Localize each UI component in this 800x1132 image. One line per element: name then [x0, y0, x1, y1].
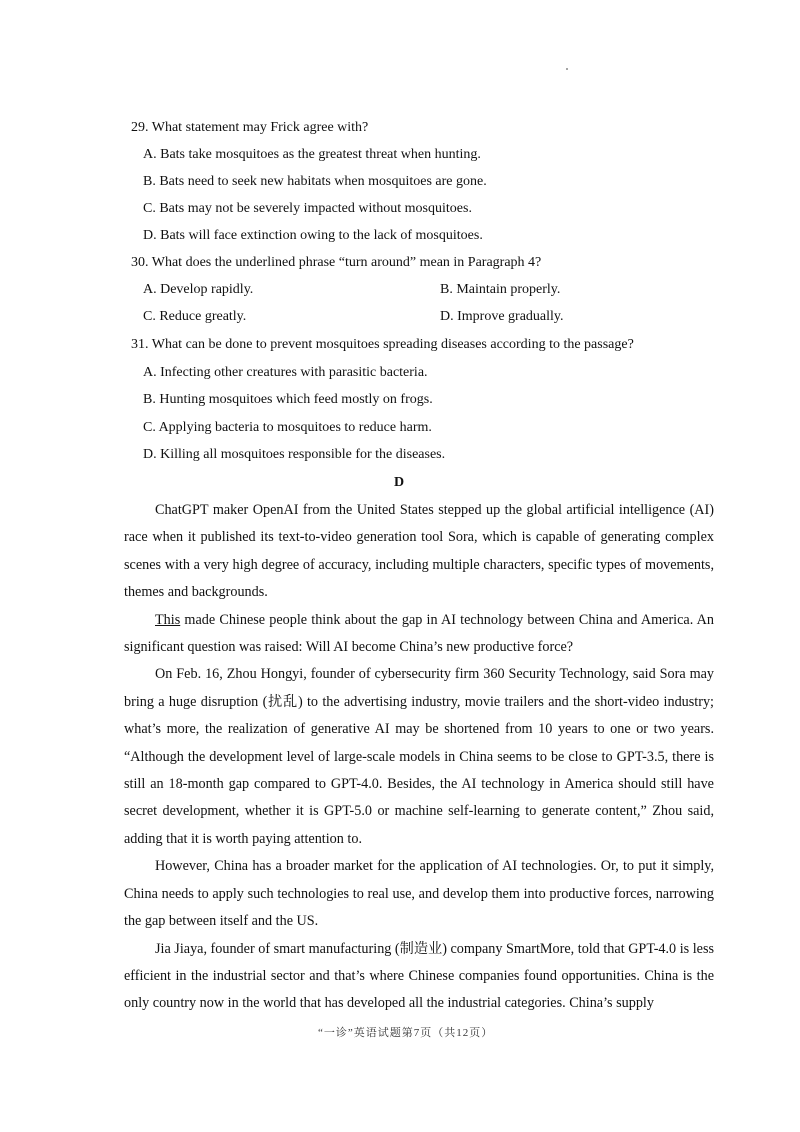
question-31-stem: 31. What can be done to prevent mosquitoes spreading diseases according to the passage? [131, 337, 634, 352]
question-30-stem: 30. What does the underlined phrase “turn around” mean in Paragraph 4? [131, 255, 542, 270]
underlined-word: This [155, 611, 181, 628]
passage-paragraph-3: On Feb. 16, Zhou Hongyi, founder of cybersecurity firm 360 Security Technology, said Sora may bring a huge disruption (扰乱) to the advertising industry, movie trailers and the short-video industry; what’s more, the realization of generative AI may be shortened from 10 years to one or two years. “Although the development level of large-scale models in China seems to be close to GPT-3.5, there is still an 18-month gap compared to GPT-4.0. Besides, the AI technology in America should still have secret development, whether it is GPT-5.0 or machine self-learning to generate content,” Zhou said, adding that it is worth paying attention to. [124, 666, 714, 847]
question-31-option-a: A. Infecting other creatures with parasitic bacteria. [143, 365, 428, 380]
section-label: D [394, 475, 405, 490]
question-29-option-a: A. Bats take mosquitoes as the greatest threat when hunting. [143, 147, 481, 162]
question-30-option-a: A. Develop rapidly. [143, 282, 254, 297]
question-29-option-b: B. Bats need to seek new habitats when mosquitoes are gone. [143, 174, 487, 189]
question-29-option-d: D. Bats will face extinction owing to the lack of mosquitoes. [143, 228, 483, 243]
passage-paragraph-2 [124, 607, 714, 662]
page-footer: “一诊”英语试题第7页（共12页） [318, 1027, 494, 1039]
question-30-option-b: B. Maintain properly. [440, 282, 561, 297]
passage-paragraph-5: Jia Jiaya, founder of smart manufacturing (制造业) company SmartMore, told that GPT-4.0 is less efficient in the industrial sector and that’s where Chinese companies found opportunities. China is the only country now in the world that has developed all the industrial categories. China’s supply [124, 940, 714, 1012]
passage-paragraph-4: However, China has a broader market for the application of AI technologies. Or, to put it simply, China needs to apply such technologies to real use, and develop them into productive forces, narrowing the gap between itself and the US. [124, 858, 714, 930]
question-31-option-c: C. Applying bacteria to mosquitoes to reduce harm. [143, 420, 432, 435]
question-30-option-d: D. Improve gradually. [440, 309, 564, 324]
passage-paragraph-2-text: made Chinese people think about the gap in AI technology between China and America. An significant question was raised: Will AI become China’s new productive force? [124, 611, 714, 656]
question-31-option-d: D. Killing all mosquitoes responsible for the diseases. [143, 447, 446, 462]
question-29-option-c: C. Bats may not be severely impacted without mosquitoes. [143, 201, 472, 216]
question-30-option-c: C. Reduce greatly. [143, 309, 247, 324]
reading-passage [124, 497, 714, 1018]
scan-speck [566, 68, 568, 70]
passage-paragraph-1: ChatGPT maker OpenAI from the United States stepped up the global artificial intelligence (AI) race when it published its text-to-video generation tool Sora, which is capable of generating complex scenes with a very high degree of accuracy, including multiple characters, specific types of movements, themes and backgrounds. [124, 502, 714, 601]
question-31-option-b: B. Hunting mosquitoes which feed mostly on frogs. [143, 392, 433, 407]
question-29-stem: 29. What statement may Frick agree with? [131, 120, 369, 135]
